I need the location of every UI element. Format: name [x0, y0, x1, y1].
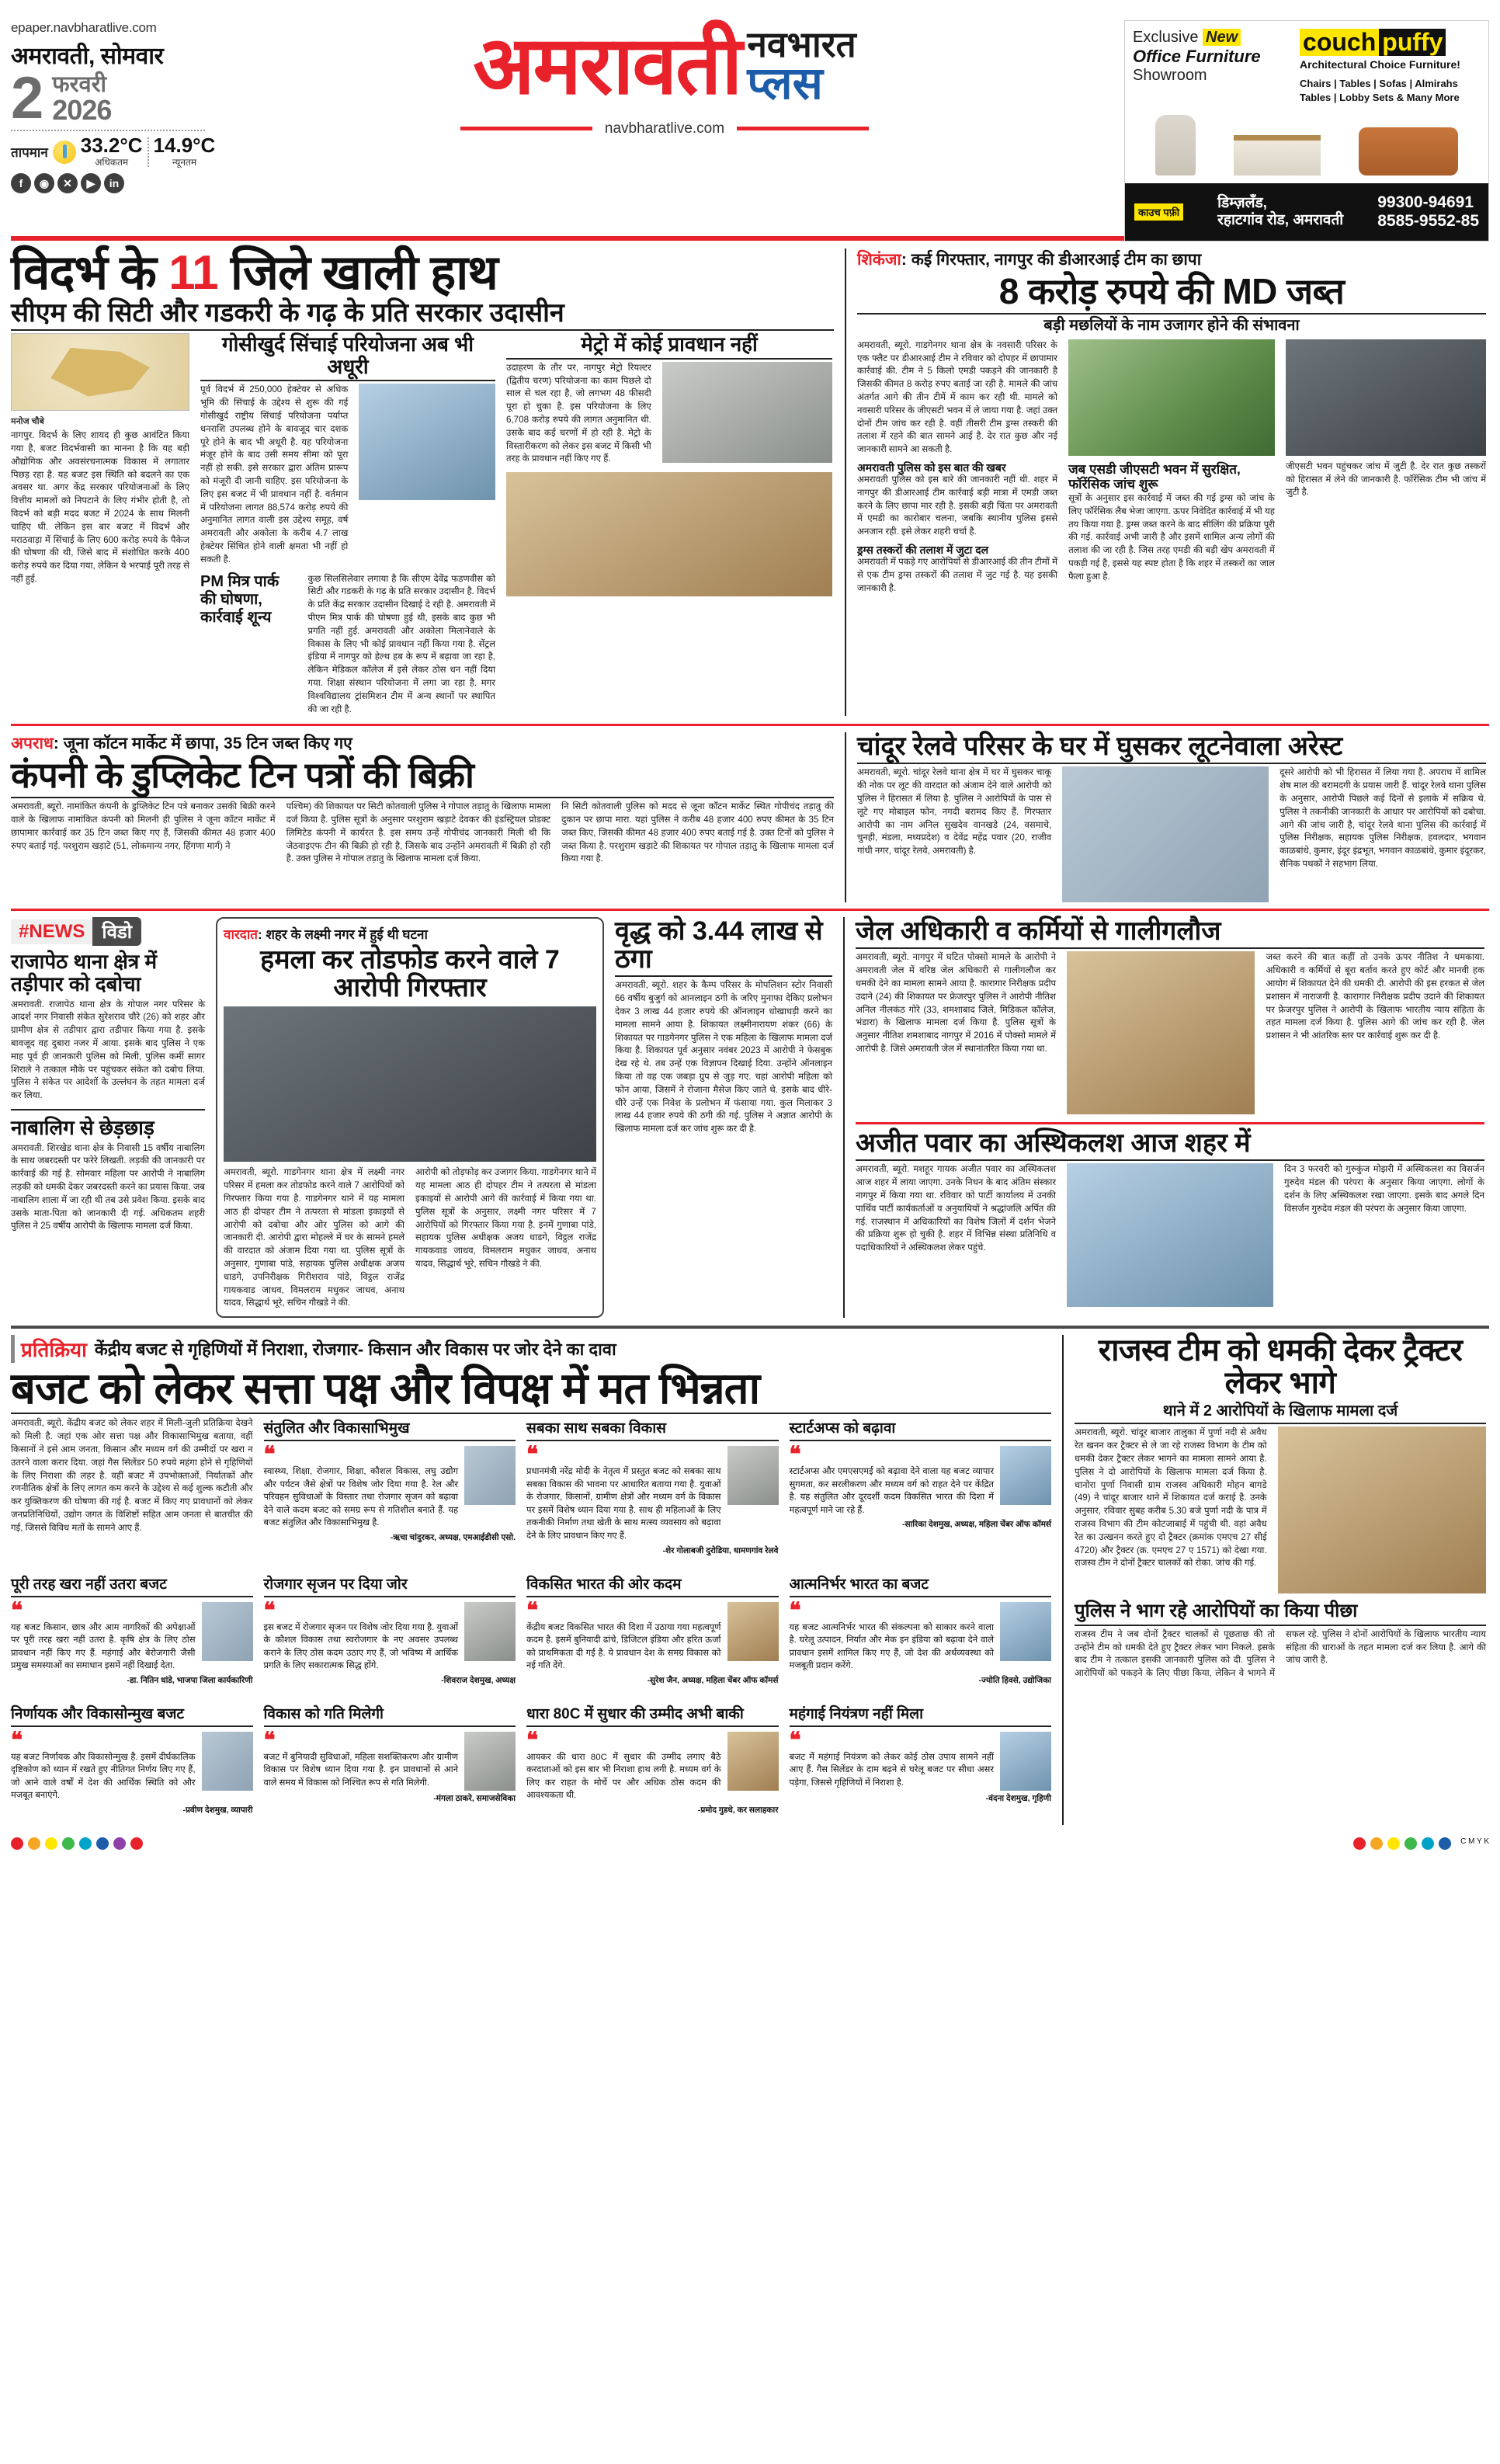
- crime-chandur-robbery: [857, 732, 1486, 902]
- temp-max-label: अधिकतम: [95, 157, 129, 169]
- ad-product-line-1: Chairs | Tables | Sofas | Almirahs: [1300, 78, 1458, 90]
- ajit-pawar-story: [856, 1129, 1484, 1307]
- attack-kicker: [224, 925, 596, 943]
- md-seizure-story: [857, 248, 1486, 716]
- police-arrest-photo: [1062, 766, 1269, 902]
- quote-portrait: [727, 1732, 779, 1791]
- quote-author: -सुरेश जैन, अध्यक्ष, महिला चेंबर ऑफ कॉमर्स: [647, 1675, 779, 1685]
- quote-title: संतुलित और विकासाभिमुख: [264, 1417, 516, 1441]
- budget-intro: अमरावती, ब्यूरो. केंद्रीय बजट को लेकर शहर में मिली-जुली प्रतिक्रिया देखने को मिली है. जहां एक ओर सत्ता पक्ष और विकासाभिमुख बताया, वहीं किसानों ने इसे आम जनता, किसान और मध्यम वर्ग की उम्मीदों पर खरा न उतरने वाला करार दिया. जहां गैस सिलेंडर 50 रुपये महंगा होने से गृहिणियों के लिए निराशा की लहर है. वहीं बजट में उपभोक्ताओं, निर्यातकों और रणनीतिक क्षेत्रों के लिए लागत कम करने के उद्देश्य से कई शुल्क कटौती और कर युक्तिकरण की घोषणा की गई है. बजट में किए गए प्रावधानों को लेकर जनप्रतिनिधियों, उद्योग जगत के विशिष्टों सहित आम जनता से बातचीत की गई, जिससे विविध मतों के सामने आए हैं.: [11, 1418, 253, 1533]
- quote-portrait: [202, 1732, 253, 1791]
- date-day: 2: [11, 65, 42, 131]
- ad-new-badge: New: [1203, 29, 1241, 46]
- md-columns: [857, 339, 1486, 596]
- md-body-1: अमरावती, ब्यूरो. गाडगेनगर थाना क्षेत्र के नवसारी परिसर के एक फ्लैट पर डीआरआई टीम ने रविवार को दोपहर में छापामार कार्रवाई की. टीम ने 5 किलो एमडी पकड़ने की जानकारी है जिसकी कीमत 8 करोड़ रुपए बताई जा रही है. मामले की जांच अंतर्गत आगे की तीन टीमें में काम कर रही थी. मामले को नवसारी परिसर के जीएसटी भवन में ले जाया गया है. जहां उक्त दोनों टीम जांच कर रही है. वहीं तीसरी टीम ड्रग्स तस्करी की तलाश में रहने की बात सामने आई है. देर रात कुछ और नई जानकारी सामने आ सकती है.: [857, 339, 1058, 455]
- news-label: NEWS: [29, 920, 85, 942]
- crime-duplicate-tins: [11, 732, 834, 902]
- ceremony-photo: [1067, 1163, 1273, 1307]
- thug-headline: वृद्ध को 3.44 लाख से ठगा: [615, 916, 823, 975]
- md-kicker: [857, 248, 1486, 270]
- ad-tagline: Architectural Choice Furniture!: [1300, 58, 1460, 71]
- md-right-heading: जब एसडी जीएसटी भवन में सुरक्षित, फॉरेंसिक जांच शुरू: [1068, 461, 1241, 492]
- lead-story: [11, 248, 834, 716]
- reg-dot-blue-r: [1439, 1837, 1451, 1850]
- reg-dot-green-r: [1405, 1837, 1417, 1850]
- raid-building-photo: [1068, 339, 1275, 456]
- quote-title: सबका साथ सबका विकास: [526, 1417, 779, 1441]
- thermometer-icon: [53, 141, 76, 164]
- lead-rule: [11, 329, 834, 331]
- lead-columns: [11, 333, 834, 716]
- reg-dot-cyan: [79, 1837, 92, 1850]
- quote-card: [264, 1703, 516, 1816]
- column-divider-4: [1062, 1335, 1064, 1825]
- crime2-col-1: अमरावती, ब्यूरो. चांदूर रेलवे थाना क्षेत्र में घर में घुसकर चाकू की नोक पर लूट की वारदात को अंजाम देने वाले आरोपी को पुलिस ने हिरासत में लिया है. पुलिस ने आरोपियों के पास से लूटे गए मोबाइल फोन, नगदी बरामद किए हैं. गिरफ्तार आरोपी का नाम अनिल सुखदेव वानखडे (24, वसमाचे, चुनही, मंडला, मध्यप्रदेश) व देवेंद्र महेंद्र पवार (20, राजीव गांधी नगर, चांदूर रेलवे, अमरावती) है.: [857, 767, 1052, 857]
- crime1-col-3: नि सिटी कोतवाली पुलिस को मदद से जूना कॉटन मार्केट स्थित गोपीचंद तड़ातु की दुकान पर छापा मारा. यहां पुलिस ने करीब 48 हजार 400 रुपए कीमत के 35 टिन जब्त किए, जिसकी कीमत 48 हजार 400 रुपए बताई गई है. उक्त टिनों को पुलिस ने जब्त किया है. परशुराम खड़ाटे की शिकायत पर गोपाल तड़ातु के खिलाफ मामला दर्ज किया गया है.: [561, 801, 834, 864]
- logo-navbharat: नवभारत: [747, 24, 856, 64]
- quote-text: इस बजट में रोजगार सृजन पर विशेष जोर दिया गया है. युवाओं के कौशल विकास तथा स्वरोजगार के नए अवसर उपलब्ध कराने के लिए ठोस कदम उठाए गए हैं, जो भविष्य में आर्थिक प्रगति के लिए सकारात्मक सिद्ध होंगे.: [263, 1622, 459, 1671]
- quote-author: -ज्योति हिवसे, उद्योजिका: [978, 1675, 1051, 1685]
- quote-portrait: [464, 1602, 516, 1661]
- quote-portrait: [727, 1446, 779, 1505]
- middle-row: [11, 917, 1489, 1318]
- attack-col-1: अमरावती, ब्यूरो. गाडगेनगर थाना क्षेत्र में लक्ष्मी नगर परिसर में हमला कर तोडफोड करने वाले 7 आरोपियों को गिरफ्तार किया गया है. गाडगेनगर थाने में यह मामला आठ ही दोपहर टीम ने तत्परता से मांडला इकाइयों से आरोपी को दबोचा और ओर पुलिस को आगे की जानकारी दी. आरोपी द्वारा मोहल्ले में घर के सामने हमले की वारदात को अंजाम दिया गया था. पुलिस सूत्रों के अनुसार, गुणाबा पांडे, सहायक पुलिस अधीक्षक अजय धाडगे, उपनिरीक्षक गिरीशराव पांडे, विट्ठल राजेंद्र गायकवाड जाधव, विमलराम मधुकर जाधव, अनाथ यादव, सिद्धार्थ भूरे, सचिन गौखडे ने की.: [224, 1167, 405, 1308]
- quote-author: -वंदना देशमुख, गृहिणी: [985, 1793, 1051, 1803]
- reg-dot-orange: [28, 1837, 40, 1850]
- date-month: फरवरी: [52, 71, 106, 97]
- quote-author: -ऋचा चांदुरकर, अध्यक्ष, एमआईडीसी एसो.: [390, 1533, 516, 1542]
- column-divider-3: [843, 917, 845, 1318]
- reg-dot-blue: [96, 1837, 109, 1850]
- quote-portrait: [202, 1602, 253, 1661]
- quote-mark-icon: ❝: [11, 1597, 23, 1622]
- ajit-col-1: अमरावती, ब्यूरो. मशहूर गायक अजीत पवार का अस्थिकलश आज शहर में लाया जाएगा. उनके निधन के बाद अंतिम संस्कार नागपुर में किया गया था. रविवार को पार्टी कार्यालय में उनकी पार्थिव पार्टी कार्यकर्ताओं व अनुयायियों ने श्रद्धांजलि अर्पित की गई. राजस्थान में अधिकारियों का विशेष जिलों में दर्शन भेजने की प्रक्रिया शुरू हो चुकी है. शहर में विभिन्न संस्था प्रतिनिधि व पदाधिकारियों ने अस्थिकलश लेकर पहुंचे.: [856, 1164, 1057, 1253]
- quote-mark-icon: ❝: [263, 1597, 276, 1622]
- quote-mark-icon: ❝: [789, 1597, 801, 1622]
- quote-text: स्वास्थ्य, शिक्षा, रोजगार, शिक्षा, कौशल विकास, लघु उद्योग और पर्यटन जैसे क्षेत्रों पर विशेष जोर दिया गया है. रेल और परिवहन सुविधाओं के विस्तार तथा रोजगार सृजन को बढ़ावा देने वाले कदम बजट को समग्र रूप से गतिशील बनाते हैं. यह बजट संतुलित और विकासाभिमुख है.: [263, 1467, 459, 1528]
- quote-text: यह बजट किसान, छात्र और आम नागरिकों की अपेक्षाओं पर पूरी तरह खरा नहीं उतरा है. कृषि क्षेत्र के लिए ठोस प्रावधान नहीं किए गए हैं. महंगाई और बेरोजगारी जैसी प्रमुख समस्याओं का समाधान इसमें नहीं दिखाई देता.: [11, 1622, 196, 1671]
- quote-author: -प्रवीण देशमुख, व्यापारी: [182, 1805, 253, 1815]
- thug-body: अमरावती, ब्यूरो. शहर के कैम्प परिसर के मोपलिशन स्टोर निवासी 66 वर्षीय बुजुर्ग को आनलाइन ठगी के जरिए मुनाफा देकिए प्रलोभन देकर 3 लाख 44 हजार रुपये की ऑनलाइन धोखाधड़ी करने का मामला सामने आया है. शिकायत लक्ष्मीनारायण शंकर (66) के शिकायत पर गाडगेनगर पुलिस ने एक महिला के खिलाफ मामला दर्ज किया है. शिकायत पूर्व अनुसार नवंबर 2023 में आरोपी ने फेसबुक देख रहे थे. तब उन्हें एक विज्ञापन दिखाई दिया. उन्होंने ऑनलाइन किया तो वह एक जबड़ा ग्रुप से जुड़ गए. चहां आरोपी महिला को फोन आया, जिसमें ने रोजाना मैसेज किए जाते थे. इसके बाद धीरे-धीरे उन्हें एक निवेश के प्रलोभन में फंसाया गया. कुल मिलाकर 3 लाख 44 हजार रुपये की ठगी की गई. पुलिस ने अज्ञात आरोपी के खिलाफ मामला दर्ज कर जांच शुरू कर दी है.: [615, 980, 832, 1135]
- cmyk-label: C M Y K: [1460, 1837, 1489, 1846]
- quote-portrait: [464, 1732, 516, 1791]
- quote-mark-icon: ❝: [789, 1442, 801, 1467]
- reg-dot-yellow: [45, 1837, 57, 1850]
- temp-min-value: 14.9°C: [153, 134, 216, 158]
- temp-min-label: न्यूनतम: [172, 157, 197, 169]
- tractor-photo: [1278, 1427, 1486, 1593]
- quote-text: केंद्रीय बजट विकसित भारत की दिशा में उठाया गया महत्वपूर्ण कदम है. इसमें बुनियादी ढांचे, डिजिटल इंडिया और हरित ऊर्जा को प्राथमिकता दी गई है. ये प्रावधान देश के समग्र विकास को नई गति देंगे.: [526, 1622, 721, 1671]
- video-tab-label[interactable]: विडो: [92, 917, 141, 946]
- attack-col-2: आरोपी को तोड़फोड़ कर उजागर किया. गाडगेनगर थाने में यह मामला आठ ही दोपहर टीम ने तत्परता से मांडला इकाइयों से आरोपी आगे की कार्रवाई में किया गया था. पुलिस सूत्रों के अनुसार, लक्ष्मी नगर परिसर में 7 आरोपियों को गिरफ्तार किया गया है. इनमें गुणाबा पांडे, सहायक पुलिस अधीक्षक अजय धाडगे, विट्ठल राजेंद्र गायकवाड जाधव, विमलराम मधुकर जाधव, अनाथ यादव, सिद्धार्थ भूरे, सचिन गौखडे ने की.: [415, 1167, 596, 1270]
- city-and-day: अमरावती, सोमवार: [11, 43, 164, 69]
- md-body-3: अमरावती में पकड़े गए आरोपियों से डीआरआई की तीन टीमों में से एक टीम ड्रग्स तस्करों की तलाश में जुट गई है. यह इसकी जानकारी है.: [857, 557, 1058, 593]
- quote-title: स्टार्टअप्स को बढ़ावा: [790, 1417, 1051, 1441]
- news1-body: अमरावती. राजापेठ थाना क्षेत्र के गोपाल नगर परिसर के आदर्श नगर निवासी संकेत सुरेशराव चौरे (26) को शहर और ग्रामीण क्षेत्र से तडीपार द्वारा तडीपार किया गया है. इसके बावजूद वह दुबारा नजर में आया. इसके बाद पुलिस ने एक माह पूर्व ही जानकारी पुलिस को मिली, पुलिस कर्मी सागर शिराले ने तत्काल मौके पर पहुंचकर संकेत को दबोच लिया. पुलिस ने संकेत पर आदेशों के उल्लंघन के तहत मामला दर्ज कर लिया.: [11, 999, 205, 1101]
- quote-title: रोजगार सृजन पर दिया जोर: [264, 1573, 516, 1597]
- x-twitter-icon[interactable]: ✕: [57, 173, 78, 193]
- sub-story-metro: [506, 333, 832, 716]
- lead-headline-post: जिले खाली हाथ: [217, 246, 498, 300]
- epaper-url[interactable]: epaper.navbharatlive.com: [11, 20, 157, 35]
- lead-headline-number: 11: [168, 246, 218, 300]
- ad-small-logo: काउच पफ़ी: [1134, 203, 1183, 221]
- news-video-column: [11, 917, 205, 1318]
- vidarbha-map-image: [11, 333, 189, 411]
- ajit-col-2: दिन 3 फरवरी को गुरुकुंज मोझरी में अस्थिकलश का विसर्जन गुरुदेव मंडल की परंपरा के अनुसार किया जाएगा. लोगों के दर्शन के लिए अस्थिकलश रखा जाएगा. इसके बाद अगले दिन विसर्जन गुरुदेव मंडल की परंपरा के अनुसार किया जाएगा.: [1283, 1164, 1484, 1214]
- gst-bhavan-photo: [1286, 339, 1486, 456]
- page-footer: [11, 1833, 1489, 1854]
- hash-news-label: [11, 919, 92, 944]
- ad-phone-2: 8585-9552-85: [1377, 212, 1479, 230]
- sofa-image: [1359, 127, 1458, 176]
- md-col-1: [857, 339, 1057, 596]
- md-headline: 8 करोड़ रुपये की MD जब्त: [998, 271, 1345, 311]
- quote-title: विकसित भारत की ओर कदम: [526, 1573, 779, 1597]
- quote-portrait: [1000, 1732, 1051, 1791]
- tractor-subheadline: थाने में 2 आरोपियों के खिलाफ मामला दर्ज: [1162, 1402, 1398, 1420]
- crime1-kicker-rest: : जूना कॉटन मार्केट में छापा, 35 टिन जब्त किए गए: [53, 735, 352, 753]
- sub3-title: PM मित्र पार्क की घोषणा, कार्रवाई शून्य: [200, 572, 280, 626]
- youtube-icon[interactable]: ▶: [81, 173, 101, 193]
- crime-row: [11, 732, 1489, 902]
- quote-card: [11, 1573, 253, 1686]
- quote-portrait: [1000, 1446, 1051, 1505]
- arrested-accused-photo: [224, 1006, 596, 1162]
- news1-headline: राजापेठ थाना क्षेत्र में तड़ीपार को दबोचा: [11, 950, 157, 996]
- hash-icon: #: [19, 920, 30, 942]
- quote-portrait: [1000, 1602, 1051, 1661]
- quote-author: -डा. नितिन धांडे, भाजपा जिला कार्यकारिणी: [127, 1675, 253, 1685]
- quote-title: आत्मनिर्भर भारत का बजट: [790, 1573, 1051, 1597]
- reg-dot-red-r: [1353, 1837, 1366, 1850]
- reg-dot-green: [62, 1837, 75, 1850]
- quote-card: [264, 1573, 516, 1686]
- quote-mark-icon: ❝: [263, 1727, 276, 1752]
- logo-amravati: अमरावती: [473, 21, 741, 111]
- quote-card: [790, 1573, 1051, 1686]
- reg-dot-orange-r: [1370, 1837, 1383, 1850]
- sub1-title: गोसीखुर्द सिंचाई परियोजना अब भी अधूरी: [221, 332, 474, 378]
- quote-author: -सारिका देशमुख, अध्यक्ष, महिला चेंबर ऑफ कॉमर्स: [901, 1520, 1051, 1530]
- quote-title: धारा 80C में सुधार की उम्मीद अभी बाकी: [526, 1703, 779, 1727]
- crime1-kicker: [11, 732, 834, 754]
- crime1-col-1: अमरावती, ब्यूरो. नामांकित कंपनी के डुप्लिकेट टिन पत्रे बनाकर उसकी बिक्री करने वाले के खिलाफ नामांकित कंपनी को मिलनी ही पुलिस ने जूना कॉटन मार्केट में छापामार कार्रवाई कर 35 टिन जब्त किए गए हैं, जिसकी कीमत 48 हजार 400 रुपए बताई गई. परशुराम खड़ाटे (51, लोकमान्य नगर, हिंगणा मार्ग) ने: [11, 801, 276, 851]
- reg-dot-purple: [113, 1837, 126, 1850]
- ad-brand-puffy: puffy: [1379, 29, 1446, 56]
- quote-title: विकास को गति मिलेगी: [264, 1703, 516, 1727]
- attack-kicker-rest: : शहर के लक्ष्मी नगर में हुई थी घटना: [257, 927, 428, 943]
- quote-card: [790, 1417, 1051, 1555]
- rule-right: [737, 127, 869, 130]
- sub2-title: मेट्रो में कोई प्रावधान नहीं: [581, 332, 758, 356]
- crime1-kicker-tag: अपराध: [11, 735, 54, 753]
- crime2-headline: चांदूर रेलवे परिसर के घर में घुसकर लूटनेवाला अरेस्ट: [857, 732, 1343, 762]
- crime2-col-2: दूसरे आरोपी को भी हिरासत में लिया गया है. अपराध में शामिल शेष माल की बरामदगी के प्रयास जारी हैं. चांदूर रेलवे थाना पुलिस के अनुसार, आरोपी पिछले कई दिनों से इलाके में सक्रिय थे. पुलिस ने तकनीकी जानकारी के आधार पर आरोपियों को दबोचा. आगे की जांच जारी है, चांदूर रेलवे थाना पुलिस की कार्रवाई में पुलिस निरीक्षक, सहायक पुलिस निरीक्षक, हवलदार, भगवान काळबांधे, कुमार, इंदूर इंद्रभूत, भगवान काळबांधे, कुमार इंदूरकर, सैनिक पथकों ने सहभाग लिया.: [1280, 767, 1486, 869]
- crime1-headline: कंपनी के डुप्लिकेट टिन पत्रों की बिक्री: [11, 755, 474, 796]
- temperature-block: [11, 134, 216, 169]
- quote-author: -मंगला ठाकरे, समाजसेविका: [433, 1793, 516, 1803]
- reg-dot-red-2: [130, 1837, 143, 1850]
- lead-subheadline: सीएम की सिटी और गडकरी के गढ़ के प्रति सरकार उदासीन: [11, 298, 564, 328]
- quote-mark-icon: ❝: [526, 1442, 539, 1467]
- attack-story: [216, 917, 604, 1318]
- dam-photo: [359, 384, 495, 500]
- md-subheadline: बड़ी मछलियों के नाम उजागर होने की संभावना: [1043, 316, 1300, 334]
- quote-card: [264, 1417, 516, 1555]
- ad-brand-couch: couch: [1300, 29, 1379, 56]
- quote-mark-icon: ❝: [263, 1442, 276, 1467]
- quote-card: [526, 1703, 779, 1816]
- quote-text: आयकर की धारा 80C में सुधार की उम्मीद लगाए बैठे करदाताओं को इस बार भी निराशा हाथ लगी है. मध्यम वर्ग के लिए कर राहत के मोर्चे पर और अधिक ठोस कदम की आवश्यकता थी.: [526, 1752, 721, 1801]
- quote-mark-icon: ❝: [11, 1727, 23, 1752]
- lead-col-1: [11, 333, 189, 716]
- md-kicker-rest: : कई गिरफ्तार, नागपुर की डीआरआई टीम का छापा: [901, 251, 1202, 269]
- budget-mid-columns: [11, 1573, 1051, 1695]
- reg-dot-red: [11, 1837, 23, 1850]
- quote-text: स्टार्टअप्स और एमएसएमई को बढ़ावा देने वाला यह बजट व्यापार सुगमता, कर सरलीकरण और मध्यम वर्ग को राहत देने पर केंद्रित है. यह संतुलित और दूरदर्शी कदम विकसित भारत की दिशा में महत्वपूर्ण माने जा रहे हैं.: [789, 1467, 994, 1515]
- lead-headline: [11, 246, 834, 300]
- section-rule-2: [11, 909, 1489, 911]
- linkedin-icon[interactable]: in: [104, 173, 124, 193]
- quote-text: प्रधानमंत्री नरेंद्र मोदी के नेतृत्व में प्रस्तुत बजट को सबका साथ सबका विकास की भावना पर आधारित बताया गया है. युवाओं के रोजगार, किसानों, ग्रामीण क्षेत्रों और मध्यम वर्ग के विकास पर इसमें विशेष ध्यान दिया गया है. साथ ही महिलाओं के लिए तकनीकी निर्माण तथा खेती के साथ मत्स्य व्यवसाय को बढ़ावा देने के लिए प्रावधान किए गए हैं.: [526, 1467, 721, 1541]
- budget-row: [11, 1335, 1489, 1825]
- quote-text: बजट में महंगाई नियंत्रण को लेकर कोई ठोस उपाय सामने नहीं आए हैं. गैस सिलेंडर के दाम बढ़ने से घरेलू बजट पर सीधा असर पड़ेगा, जिससे गृहिणियों में निराशा है.: [789, 1752, 994, 1788]
- temp-divider: [148, 137, 149, 167]
- tractor-col-2: राजस्व टीम ने जब दोनों ट्रैक्टर चालकों से पूछताछ की तो उन्होंने टीम को धमकी देते हुए ट्रैक्टर लेकर भाग निकले. इसके बाद टीम ने तत्काल इसकी जानकारी पुलिस को दी. पुलिस ने आरोपियों को पकड़ने के लिए पीछा किया, लेकिन वे भागने में सफल रहे. पुलिस ने दोनों आरोपियों के खिलाफ भारतीय न्याय संहिता की धाराओं के तहत मामला दर्ज कर लिया है. आगे की जांच जारी है.: [1075, 1628, 1486, 1679]
- ad-office-furniture: Office Furniture: [1133, 47, 1261, 66]
- masthead: [11, 0, 1489, 233]
- md-right-body-2: जीएसटी भवन पहुंचकर जांच में जुटी है. देर रात कुछ तस्करों को हिरासत में लेने की जानकारी है. फॉरेंसिक टीम भी जांच में जुटी है.: [1285, 460, 1486, 498]
- logo-plus: प्लस: [747, 57, 823, 109]
- ad-address-line-1: डिम्ज़लँड,: [1217, 195, 1267, 212]
- lead-byline: मनोज चौबे: [11, 417, 44, 427]
- instagram-icon[interactable]: ◉: [34, 173, 54, 193]
- office-chair-image: [1155, 115, 1196, 176]
- lead-headline-pre: विदर्भ के: [11, 246, 169, 300]
- quote-mark-icon: ❝: [526, 1597, 539, 1622]
- quote-text: यह बजट निर्णायक और विकासोन्मुख है. इसमें दीर्घकालिक दृष्टिकोण को ध्यान में रखते हुए नीतिगत निर्णय लिए गए हैं, जो आने वाले वर्षों में देश की आर्थिक स्थिति को और मजबूत बनाएंगे.: [11, 1752, 196, 1801]
- quote-card: [790, 1703, 1051, 1816]
- budget-bottom-columns: [11, 1703, 1051, 1825]
- md-sub-heading-1: अमरावती पुलिस को इस बात की खबर: [857, 461, 1006, 474]
- column-divider-1: [845, 248, 846, 716]
- news2-body: अमरावती. शिरखेड थाना क्षेत्र के निवासी 15 वर्षीय नाबालिग के साथ जबरदस्ती पर फरेरे लिखती. लड़की की जानकारी पर कार्रवाई की गई है. सोमवार महिला पर आरोपी ने नाबालिग लड़की को धमकी देकर जबरदस्ती करने का प्रयास किया. जब नाबालिग शाला में जा रही थी तब उसे प्रवेश किया. इसके बाद उसके माता-पिता को जानकारी दी गई. अधिकतम शहरी पुलिस ने 25 वर्षीय आरोपी के खिलाफ मामला दर्ज किया.: [11, 1142, 205, 1232]
- section-rule-1: [11, 724, 1489, 726]
- facebook-icon[interactable]: f: [11, 173, 31, 193]
- budget-tag: प्रतिक्रिया: [21, 1338, 87, 1362]
- quote-title: निर्णायक और विकासोन्मुख बजट: [11, 1703, 253, 1727]
- jail-headline: जेल अधिकारी व कर्मियों से गालीगलौज: [856, 916, 1221, 947]
- masthead-logo: [205, 20, 1124, 137]
- jail-col-1: अमरावती, ब्यूरो. नागपुर में घटित पोक्सो मामले के आरोपी ने अमरावती जेल में वरिष्ठ जेल अधिकारी से गालीगलौज कर धमकी देने का मामला सामने आया है. कारागार निरीक्षक प्रदीप उदाने (24) की शिकायत पर फ्रेजरपुर पुलिस ने आरोपी नीतिश अनिल नीलकंठ गोरे (33, शमशाबाद जिले, मिडिकल कॉलेज, भंडारा) के खिलाफ मामला दर्ज किया है. पुलिस सूत्रों के अनुसार नीतिश शमशाबाद नागपुर में 2016 में पोक्सो मामले में आरोपी है. जिसे अमरावती जेल में स्थानांतरित किया गया था.: [856, 952, 1057, 1055]
- tractor-story: [1075, 1335, 1486, 1825]
- ad-product-line-2: Tables | Lobby Sets & Many More: [1300, 91, 1460, 103]
- quote-author: -शेर गोलाबजी दुरोडिया, धामणगांव रेलवे: [662, 1545, 779, 1555]
- quote-portrait: [727, 1602, 779, 1661]
- ad-exclusive-text: Exclusive: [1133, 29, 1199, 46]
- jail-building-photo: [1067, 951, 1255, 1114]
- rule-left: [460, 127, 592, 130]
- top-news-row: [11, 248, 1489, 716]
- quote-card: [526, 1417, 779, 1555]
- ad-showroom: Showroom: [1133, 67, 1207, 84]
- date-block: [11, 65, 205, 131]
- attack-headline: हमला कर तोडफोड करने वाले 7 आरोपी गिरफ्तार: [260, 945, 560, 1003]
- sub-story-gosikhurd: [200, 333, 495, 716]
- masthead-left-info: [11, 20, 216, 193]
- metro-train-photo: [662, 362, 832, 463]
- quote-title: पूरी तरह खरा नहीं उतरा बजट: [11, 1573, 253, 1597]
- quote-author: -शिवराज देशमुख, अध्यक्ष: [441, 1675, 516, 1685]
- color-registration-dots-right: [1353, 1833, 1489, 1854]
- budget-story: [11, 1335, 1051, 1825]
- ad-address-line-2: रहाटगांव रोड, अमरावती: [1217, 212, 1344, 228]
- budget-headline: बजट को लेकर सत्ता पक्ष और विपक्ष में मत भिन्नता: [11, 1364, 760, 1413]
- social-links: [11, 173, 205, 193]
- quote-title: महंगाई नियंत्रण नहीं मिला: [790, 1703, 1051, 1727]
- sub3-body: कुछ सिलसिलेवार लगाया है कि सीएम देवेंद्र फडणवीस को सिटी और गडकरी के गढ़ के प्रति सरकार उदासीन है. विदर्भ के प्रति केंद्र सरकार उदासीन दिखाई दे रही है. अमरावती में पीएम मित्र पार्क की घोषणा हुई थी, इसके बाद कुछ भी प्रगति नहीं हुई. अमरावती और अकोला मिलानेवाले के विकास के लिए भी कोई प्रावधान नहीं किया गया है. सेंट्रल इंडिया में नागपुर को हेल्थ हब के रूप में बढ़ावा जा रहा है, लेकिन मेडिकल कॉलेज में इसे लेकर ठोस धन नहीं दिया गया. शिक्षा संस्थान परियोजना में लगा जा रहा है. मगर विश्वविद्यालय ट्रांसमिशन टीम में अन्य स्थानों पर स्थापित की जा रही है.: [307, 573, 495, 714]
- section-rule-4: [11, 1326, 1489, 1329]
- jail-story: [856, 917, 1484, 1114]
- sub2-body: उदाहरण के तौर पर, नागपुर मेट्रो रियल्टर (द्वितीय चरण) परियोजना का काम पिछले दो साल से चल रहा है, जो लगभग 48 फीसदी पूरा हो चुका है. इस परियोजना के लिए 6,708 करोड़ रुपये की लागत अनुमानित थी. उसके बाद कई चरणों में हो रही है. मेट्रो के विस्तारीकरण को लेकर इस बजट में किसी भी तरह के प्रावधान नहीं किए गए हैं.: [506, 362, 651, 464]
- desk-image: [1234, 135, 1321, 176]
- md-sub-heading-2: ड्रग्स तस्करों की तलाश में जुटा दल: [857, 544, 989, 557]
- color-registration-dots: [11, 1833, 143, 1854]
- quote-portrait: [464, 1446, 516, 1505]
- quote-card: [526, 1573, 779, 1686]
- md-col-3: [1286, 339, 1486, 596]
- ad-furniture-images: [1125, 104, 1488, 176]
- quote-card: [11, 1703, 253, 1816]
- quote-text: बजट में बुनियादी सुविधाओं, महिला सशक्तिकरण और ग्रामीण विकास पर विशेष ध्यान दिया गया है. इन प्रावधानों से आने वाले समय में विकास को निश्चित रूप से गति मिलेगी.: [263, 1752, 459, 1788]
- tractor-sub-headline-2: पुलिस ने भाग रहे आरोपियों का किया पीछा: [1075, 1600, 1358, 1622]
- jail-and-ajit-column: [856, 917, 1484, 1318]
- section-rule-3: [856, 1122, 1484, 1124]
- sub-story-pm-mitra: [200, 573, 495, 717]
- date-year: 2026: [52, 93, 112, 126]
- temp-max-value: 33.2°C: [80, 134, 143, 158]
- quote-author: -प्रमोद गुडधे, कर सलाहकार: [697, 1805, 779, 1815]
- reg-dot-cyan-r: [1422, 1837, 1434, 1850]
- budget-kicker-row: [11, 1335, 1051, 1363]
- jail-col-2: जब्त करने की बात कहीं तो उनके ऊपर नीतिश ने धमकाया. अधिकारी व कर्मियों से बूरा बर्ताव करते हुए कोर्ट और मानवी हक आयोग में शिकायत देने की धमकी दी. आरोपी की इस हरकत से जेल प्रशासन में नाराजगी है. कारागार निरीक्षक प्रदीप उदाने की शिकायत पर फ्रेजरपुर पुलिस ने आरोपी के खिलाफ भारतीय न्याय संहिता के तहत मामला दर्ज किया है. पुलिस आगे की जांच कर रही है. जेल प्रशासन ने भी आंतरिक स्तर पर कार्रवाई शुरू कर दी है.: [1266, 952, 1484, 1041]
- reg-dot-yellow-r: [1387, 1837, 1400, 1850]
- budget-kicker: केंद्रीय बजट से गृहिणियों में निराशा, रोजगार- किसान और विकास पर जोर देने का दावा: [94, 1340, 616, 1360]
- quote-text: यह बजट आत्मनिर्भर भारत की संकल्पना को साकार करने वाला है. घरेलू उत्पादन, निर्यात और मेक इन इंडिया को बढ़ावा देने वाले प्रावधान इसमें शामिल किए गए हैं, जो देश की अर्थव्यवस्था को मजबूती प्रदान करेंगे.: [789, 1622, 994, 1671]
- quote-mark-icon: ❝: [526, 1727, 539, 1752]
- column-divider-2: [845, 732, 846, 902]
- news-video-tab[interactable]: [11, 917, 141, 946]
- crime1-col-2: पश्चिम) की शिकायत पर सिटी कोतवाली पुलिस ने गोपाल तड़ातु के खिलाफ मामला दर्ज किया है. पुलिस सूत्रों के अनुसार परशुराम खड़ाटे देवकर की इंडस्ट्रियल प्रोडक्ट लिमिटेड कंपनी में कार्यरत है. इस समय उन्हें गोपीचंद जानकारी मिली थी कि जेठवाइएफ टीन की बिक्री हो रही है, जिसके बाद उन्होंने अमरावती में बिक्री हो रही है. उक्त पुलिस ने गोपाल तड़ातु के खिलाफ मामला दर्ज किया.: [286, 801, 551, 864]
- factory-interior-photo: [506, 472, 832, 596]
- temperature-label: तापमान: [11, 145, 48, 161]
- md-kicker-tag: शिकंजा: [857, 251, 901, 269]
- sub1-body: पूर्व विदर्भ में 250,000 हेक्टेयर से अधिक भूमि की सिंचाई के उद्देश्य से शुरू की गई गोसीखुर्द राष्ट्रीय सिंचाई परियोजना पर्याप्त धनराशि उपलब्ध होने के बावजूद चार दशक पूरे होने के बाद भी अधूरी है. यह परियोजना मंजूर होने के बाद उसी समय सीमा को पूरा नहीं हो सकी. इसे सरकार द्वारा अंतिम प्रारूप को मंजूरी दी जानी चाहिए. इस परियोजना के लिए इस बजट में भी प्रावधान नहीं है. वर्तमान में परियोजना लागत 88,574 करोड़ रुपये की अनुमानित लागत वाली इस उद्देश्य समूह, वर्ष अमरावती और अकोला के करीब 4.7 लाख हेक्टेयर सिंचित होने वाली क्षमता भी नहीं हो सकती है.: [200, 384, 349, 565]
- advertisement-couchpuffy[interactable]: [1124, 20, 1489, 242]
- tractor-headline: राजस्व टीम को धमकी देकर ट्रैक्टर लेकर भागे: [1098, 1333, 1463, 1400]
- budget-top-columns: [11, 1417, 1051, 1565]
- thug-story: [615, 917, 832, 1318]
- ajit-headline: अजीत पवार का अस्थिकलश आज शहर में: [856, 1128, 1251, 1159]
- website-url[interactable]: navbharatlive.com: [604, 120, 725, 137]
- lead-body: नागपुर. विदर्भ के लिए शायद ही कुछ आवंटित किया गया है, बजट विदर्भवासी का मानना है कि यह बड़ी औद्योगिक और अवसंरचनात्मक विकास में लगातार पिछड़ रहा है. यह बजट इस स्थिति को बदलने का एक अवसर था. अगर केंद्र सरकार परियोजनाओं के लिए वित्तीय मामलों को निपटाने के लिए गंभीर होती है, तो विदर्भ को बड़ी मदद बजट में 2024 के साथ मिलनी चाहिए थी. लेकिन इस बार बजट में विदर्भ और मराठवाड़ा में सिंचाई के लिए 600 करोड़ रुपये के पैकेज की घोषणा की थी, जिसे बाद में संशोधित करके 400 करोड़ रुपये कर दिया गया, लेकिन ये भरपाई पूरी तरह से नहीं हुई.: [11, 430, 189, 585]
- tractor-col-1: अमरावती, ब्यूरो. चांदूर बाजार तालुका में पुर्णा नदी से अवैध रेत खनन कर ट्रैक्टर से ले जा रहे राजस्व विभाग के टीम को धमकी देकर ट्रैक्टर लेकर भागने का मामला सामने आया है. पुलिस ने दो आरोपियों के खिलाफ मामला दर्ज किया है. धानोरा पुर्णा निवासी ग्राम राजस्व अधिकारी मोहन बागडे (49) ने चांदूर बाजार थाने में शिकायत दर्ज कराई है. उनके अनुसार, रविवार सुबह करीब 5.30 बजे पुर्णा नदी के पात्र में राजस्व विभाग की टीम कोटजाबाई में पहुंची थी. वहां अवैध रेत का उत्खनन करते हुए दो ट्रैक्टर (क्रमांक एमएच 27 सीई 4720) और ट्रैक्टर (क्र. एमएच 27 ए 1571) को देखा गया. राजस्व टीम ने दोनों ट्रैक्टर चालकों को रोका. जांच की गई.: [1075, 1427, 1267, 1569]
- attack-kicker-tag: वारदात: [224, 927, 258, 943]
- news2-headline: नाबालिग से छेड़छाड़: [11, 1115, 155, 1139]
- md-right-body: सूत्रों के अनुसार इस कार्रवाई में जब्त की गई ड्रग्स को जांच के लिए फॉरेंसिक लैब भेजा जाएगा. ऊपर निवेदित कार्रवाई में भी यह तय किया गया है. ड्रग्स जब्त करने के बाद सीलिंग की प्रक्रिया पूरी की गई. कार्रवाई अभी जारी है और इसमें शामिल अन्य लोगों की तलाश की जा रही है. जिस तरह एमडी की बड़ी खेप अमरावती में पकड़ी गई है, इससे यह स्पष्ट होता है कि शहर में तस्करों का जाल फैला हुआ है.: [1068, 492, 1275, 582]
- md-col-2: [1068, 339, 1275, 596]
- quote-mark-icon: ❝: [789, 1727, 801, 1752]
- md-body-2: अमरावती पुलिस को इस बारे की जानकारी नहीं थी. शहर में नागपुर की डीआरआई टीम कार्रवाई बड़ी मात्रा में एमडी जब्त करने के लिए छापा मार रही है. इसकी बड़ी चिंता पर अमरावती में एमडी का कारोबार चलना, जबकि स्थानीय पुलिस इससे अनजान रही. इसे लेकर शहरी चर्चा है.: [857, 474, 1058, 537]
- ad-phone-1: 99300-94691: [1377, 193, 1474, 211]
